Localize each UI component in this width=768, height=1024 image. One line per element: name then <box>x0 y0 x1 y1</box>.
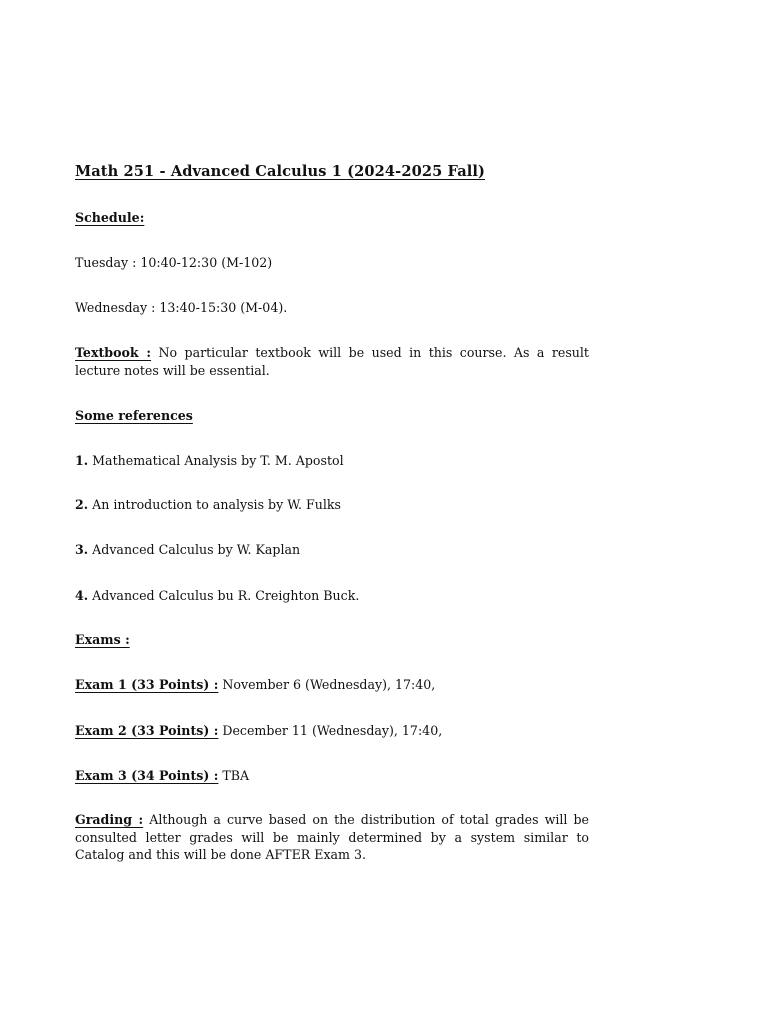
grading-text: Although a curve based on the distribution of total grades will be consulted letter grades will be mainly determined by a system similar to Catalog and this will be done AFTER Exam 3. <box>75 812 590 862</box>
schedule-tuesday: Tuesday : 10:40-12:30 (M-102) <box>75 255 273 270</box>
page-title: Math 251 - Advanced Calculus 1 (2024-2025 Fall) <box>75 163 486 180</box>
exams-heading: Exams : <box>75 632 130 647</box>
reference-number: 4. <box>75 588 89 603</box>
reference-item <box>75 588 359 604</box>
exam-date: December 11 (Wednesday), 17:40, <box>218 723 443 738</box>
reference-text: Advanced Calculus bu R. Creighton Buck. <box>88 588 360 603</box>
reference-text: An introduction to analysis by W. Fulks <box>88 497 341 512</box>
exam-date: November 6 (Wednesday), 17:40, <box>218 677 436 692</box>
grading-label: Grading : <box>75 812 144 827</box>
reference-number: 2. <box>75 497 89 512</box>
textbook-text: No particular textbook will be used in this course. As a result lecture notes will be essential. <box>75 345 589 378</box>
reference-text: Advanced Calculus by W. Kaplan <box>88 542 301 557</box>
references-heading: Some references <box>75 408 193 423</box>
exam-label: Exam 3 (34 Points) : <box>75 768 219 783</box>
textbook-label: Textbook : <box>75 345 152 360</box>
reference-item <box>75 497 341 513</box>
reference-item <box>75 453 344 469</box>
reference-item <box>75 542 300 558</box>
exam-label: Exam 1 (33 Points) : <box>75 677 219 692</box>
exam-item <box>75 723 442 739</box>
schedule-heading: Schedule: <box>75 210 145 225</box>
exam-date: TBA <box>218 768 250 783</box>
grading-paragraph <box>75 811 589 864</box>
exam-label: Exam 2 (33 Points) : <box>75 723 219 738</box>
reference-number: 3. <box>75 542 89 557</box>
reference-text: Mathematical Analysis by T. M. Apostol <box>88 453 344 468</box>
exam-item <box>75 768 249 784</box>
exam-item <box>75 677 435 693</box>
reference-number: 1. <box>75 453 89 468</box>
textbook-paragraph <box>75 344 589 379</box>
schedule-wednesday: Wednesday : 13:40-15:30 (M-04). <box>75 300 288 315</box>
